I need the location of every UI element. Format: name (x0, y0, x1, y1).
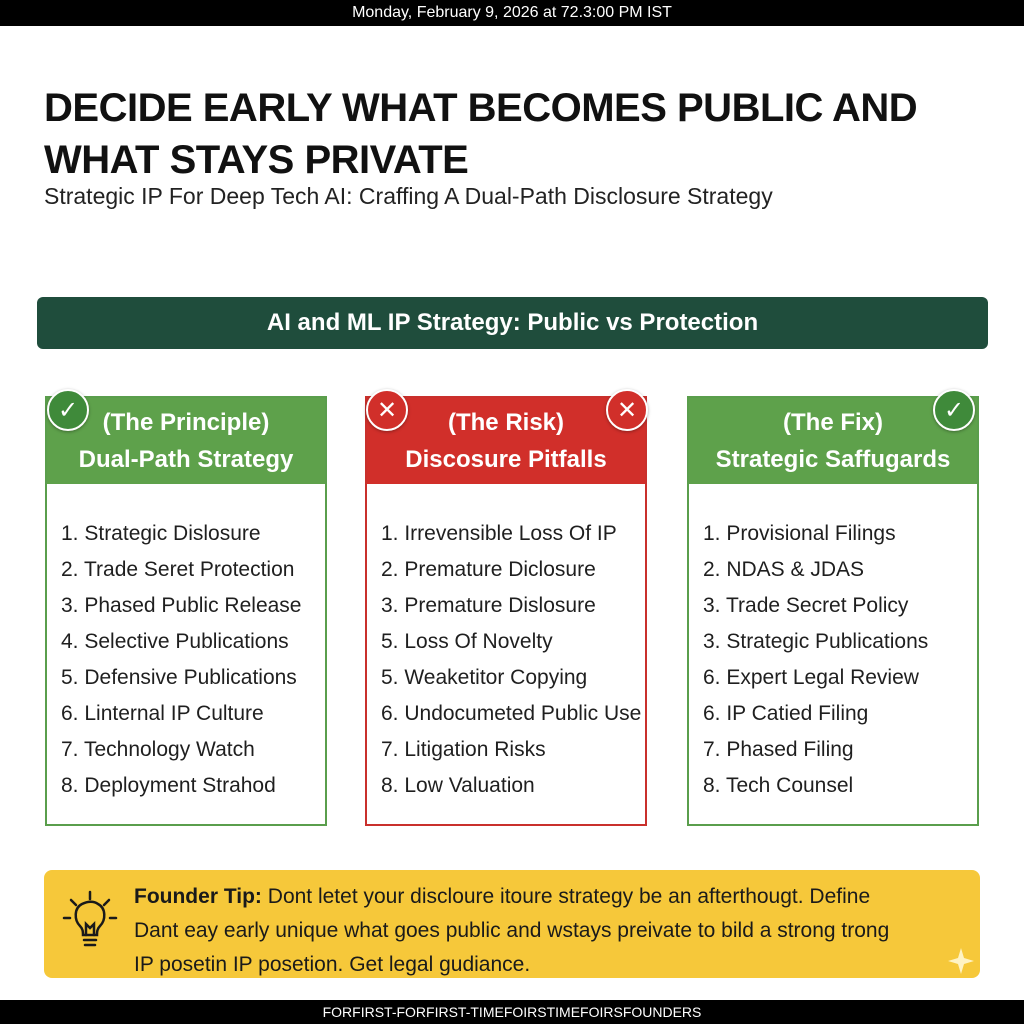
list-item: 5. Defensive Publications (61, 666, 297, 689)
list-item: 7. Technology Watch (61, 738, 255, 761)
principle-card-tag: (The Principle) (102, 409, 270, 436)
footer-bar (0, 1000, 1024, 1024)
page-title (44, 82, 984, 186)
list-item: 8. Deployment Strahod (61, 774, 276, 797)
list-item: 8. Tech Counsel (703, 774, 854, 797)
risk-card (365, 396, 647, 826)
title-line-2: WHAT STAYS PRIVATE (44, 138, 469, 182)
title-line-1: DECIDE EARLY WHAT BECOMES PUBLIC AND (44, 86, 918, 130)
tip-lead: Founder Tip: (134, 885, 262, 908)
datetime-text: Monday, February 9, 2026 at 72.3:00 PM IST (352, 4, 672, 21)
list-item: 1. Provisional Filings (703, 522, 896, 545)
risk-card-tag: (The Risk) (447, 409, 564, 436)
risk-card-header (367, 398, 645, 484)
fix-list (703, 516, 973, 804)
list-item: 2. Trade Seret Protection (61, 558, 295, 581)
lightbulb-icon (60, 888, 120, 958)
check-icon: ✓ (933, 389, 975, 431)
risk-card-heading: Discosure Pitfalls (405, 446, 607, 473)
list-item: 8. Low Valuation (381, 774, 535, 797)
sparkle-icon (946, 946, 976, 976)
list-item: 6. Undocumeted Public Use (381, 702, 642, 725)
principle-card-heading: Dual-Path Strategy (78, 446, 294, 473)
x-icon: ✕ (606, 389, 648, 431)
list-item: 7. Litigation Risks (381, 738, 546, 761)
tip-line-1: Dont letet your discloure itoure strategy be an afterthougt. Define (261, 885, 871, 908)
list-item: 3. Trade Secret Policy (703, 594, 909, 617)
status-bar (0, 0, 1024, 26)
list-item: 6. Expert Legal Review (703, 666, 919, 689)
list-item: 6. IP Catied Filing (703, 702, 869, 725)
fix-card (687, 396, 979, 826)
list-item: 3. Premature Dislosure (381, 594, 596, 617)
check-icon: ✓ (47, 389, 89, 431)
list-item: 2. Premature Diclosure (381, 558, 596, 581)
list-item: 4. Selective Publications (61, 630, 289, 653)
tip-line-2: Dant eay early unique what goes public and wstays preivate to bild a strong trong (134, 919, 890, 942)
list-item: 3. Phased Public Release (61, 594, 302, 617)
risk-list (381, 516, 641, 804)
section-banner (37, 297, 988, 349)
principle-card (45, 396, 327, 826)
banner-label: AI and ML IP Strategy: Public vs Protection (266, 309, 759, 336)
list-item: 5. Weaketitor Copying (381, 666, 588, 689)
fix-card-tag: (The Fix) (783, 409, 883, 436)
founder-tip-box (44, 870, 980, 978)
list-item: 6. Linternal IP Culture (61, 702, 264, 725)
list-item: 1. Irrevensible Loss Of IP (381, 522, 617, 545)
list-item: 1. Strategic Dislosure (61, 522, 261, 545)
founder-tip-text (134, 880, 964, 982)
tip-line-3: IP posetin IP posetion. Get legal gudiance. (134, 953, 531, 976)
footer-text: FORFIRST-FORFIRST-TIMEFOIRSTIMEFOIRSFOUNDERS (322, 1004, 702, 1020)
list-item: 5. Loss Of Novelty (381, 630, 553, 653)
fix-card-heading: Strategic Saffugards (715, 446, 951, 473)
list-item: 7. Phased Filing (703, 738, 854, 761)
x-icon: ✕ (366, 389, 408, 431)
list-item: 2. NDAS & JDAS (703, 558, 865, 581)
principle-list (61, 516, 321, 804)
list-item: 3. Strategic Publications (703, 630, 929, 653)
page-subtitle: Strategic IP For Deep Tech AI: Craffing A Dual-Path Disclosure Strategy (44, 183, 773, 209)
